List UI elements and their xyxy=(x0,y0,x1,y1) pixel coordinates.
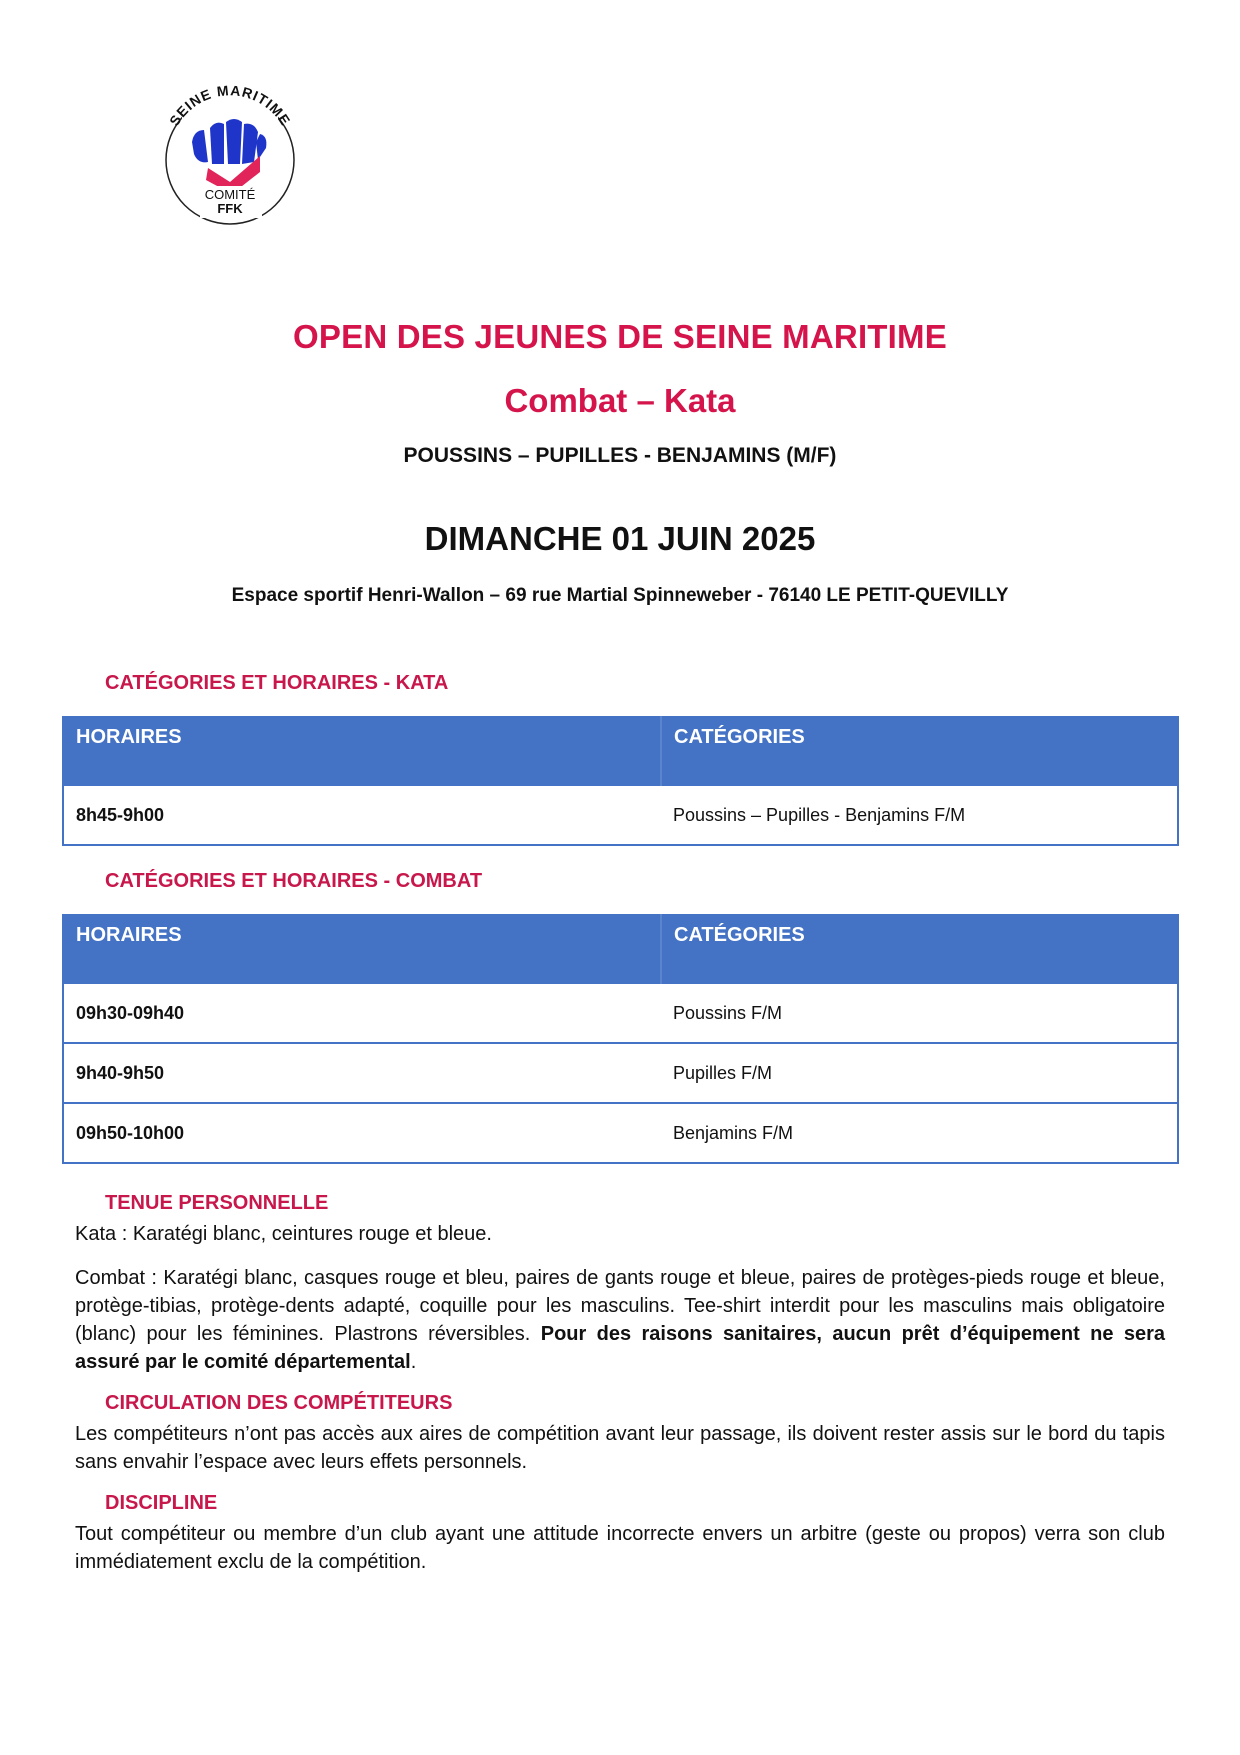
circulation-heading: CIRCULATION DES COMPÉTITEURS xyxy=(105,1392,453,1414)
discipline-text: Tout compétiteur ou membre d’un club ayant une attitude incorrecte envers un arbitre (geste ou propos) verra son club immédiatement exclu de la compétition. xyxy=(75,1523,1165,1573)
combat-table xyxy=(62,914,1179,1164)
column-header-horaires: HORAIRES xyxy=(63,717,661,785)
tenue-combat-body: Combat : Karatégi blanc, casques rouge et bleu, paires de gants rouge et bleue, paires de protèges-pieds rouge et bleue, protège-tibias, protège-dents adapté, coquille pour les masculins. Tee-shirt interdit pour les masculins mais obligatoire (blanc) pour les féminines. Plastrons réversibles. xyxy=(75,1267,1165,1345)
tenue-heading: TENUE PERSONNELLE xyxy=(105,1192,329,1214)
tenue-combat-bold: Pour des raisons sanitaires, aucun prêt d’équipement ne sera assuré par le comité départemental xyxy=(75,1323,1165,1373)
time-cell: 09h30-09h40 xyxy=(63,983,661,1043)
discipline-heading: DISCIPLINE xyxy=(105,1492,218,1514)
table-header-row xyxy=(63,717,1178,785)
event-address: Espace sportif Henri-Wallon – 69 rue Martial Spinneweber - 76140 LE PETIT-QUEVILLY xyxy=(231,585,1009,606)
logo-comite-text: COMITÉ xyxy=(204,187,256,202)
time-cell: 8h45-9h00 xyxy=(63,785,661,845)
logo-arc-text: SEINE MARITIME xyxy=(166,82,294,129)
tenue-combat-text xyxy=(75,1264,1165,1376)
category-cell: Poussins – Pupilles - Benjamins F/M xyxy=(661,785,1178,845)
kata-heading: CATÉGORIES ET HORAIRES - KATA xyxy=(105,672,449,694)
category-cell: Pupilles F/M xyxy=(661,1043,1178,1103)
comite-logo-emblem xyxy=(160,82,300,232)
time-cell: 9h40-9h50 xyxy=(63,1043,661,1103)
tenue-combat-end: . xyxy=(410,1351,417,1373)
comite-ffk-logo xyxy=(160,82,300,232)
table-row xyxy=(63,983,1178,1043)
event-subtitle: Combat – Kata xyxy=(504,382,736,419)
table-row xyxy=(63,785,1178,845)
table-row xyxy=(63,1103,1178,1163)
table-header-row xyxy=(63,915,1178,983)
kata-table xyxy=(62,716,1179,846)
table-row xyxy=(63,1043,1178,1103)
category-cell: Benjamins F/M xyxy=(661,1103,1178,1163)
combat-heading: CATÉGORIES ET HORAIRES - COMBAT xyxy=(105,870,483,892)
event-title: OPEN DES JEUNES DE SEINE MARITIME xyxy=(293,318,947,355)
age-categories: POUSSINS – PUPILLES - BENJAMINS (M/F) xyxy=(403,444,837,467)
event-date: DIMANCHE 01 JUIN 2025 xyxy=(424,520,816,557)
column-header-categories: CATÉGORIES xyxy=(661,915,1178,983)
tenue-kata-text: Kata : Karatégi blanc, ceintures rouge et bleue. xyxy=(75,1223,492,1245)
column-header-categories: CATÉGORIES xyxy=(661,717,1178,785)
time-cell: 09h50-10h00 xyxy=(63,1103,661,1163)
column-header-horaires: HORAIRES xyxy=(63,915,661,983)
circulation-text: Les compétiteurs n’ont pas accès aux aires de compétition avant leur passage, ils doivent rester assis sur le bord du tapis sans envahir l’espace avec leurs effets personnels. xyxy=(75,1423,1165,1473)
logo-ffk-text: FFK xyxy=(217,201,243,216)
category-cell: Poussins F/M xyxy=(661,983,1178,1043)
